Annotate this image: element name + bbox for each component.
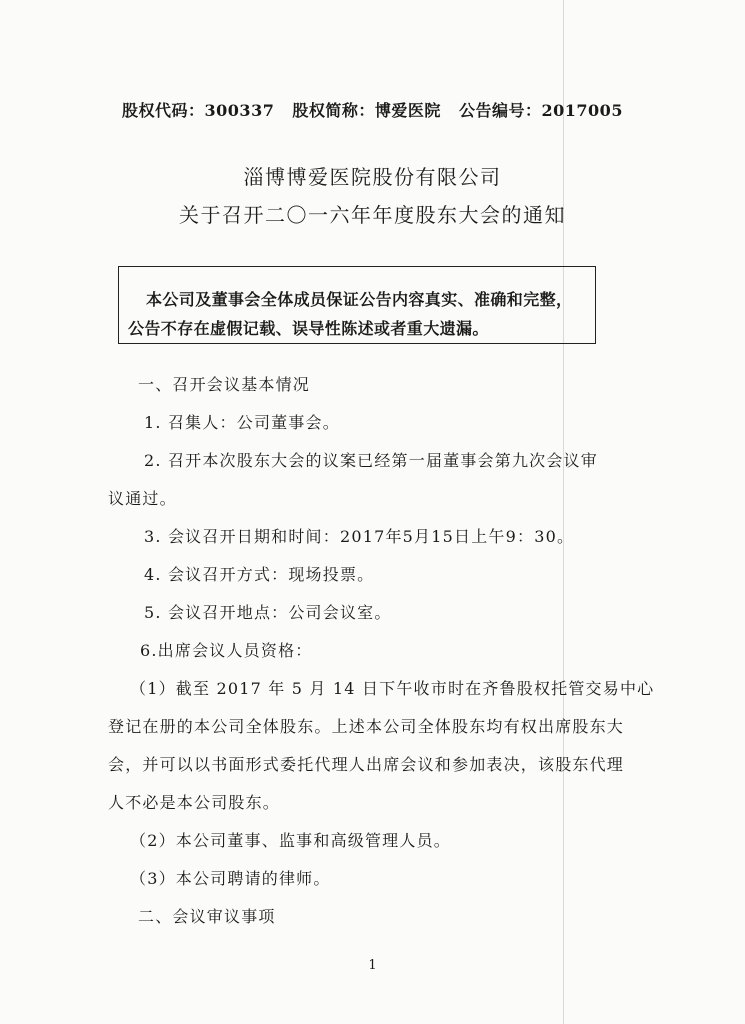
sub-2-officers: （2）本公司董事、监事和高级管理人员。	[130, 831, 451, 850]
section-2-heading: 二、会议审议事项	[138, 907, 276, 926]
company-name: 淄博博爱医院股份有限公司	[243, 165, 502, 189]
item-2-line-2: 议通过。	[108, 489, 177, 508]
item-6-eligibility: 6.出席会议人员资格：	[140, 641, 313, 660]
item-1-convener: 1. 召集人：公司董事会。	[144, 413, 340, 432]
sub-1-line-3: 会，并可以以书面形式委托代理人出席会议和参加表决，该股东代理	[108, 755, 625, 774]
section-1-heading: 一、召开会议基本情况	[138, 375, 311, 394]
announcement-number: 公告编号：2017005	[459, 101, 623, 120]
sub-1-line-2: 登记在册的本公司全体股东。上述本公司全体股东均有权出席股东大	[108, 717, 625, 736]
sub-1-line-1: （1）截至 2017 年 5 月 14 日下午收市时在齐鲁股权托管交易中心	[130, 679, 655, 698]
item-5-location: 5. 会议召开地点：公司会议室。	[144, 603, 392, 622]
announcement-header	[0, 98, 745, 121]
statement-line-2: 公告不存在虚假记载、误导性陈述或者重大遗漏。	[128, 319, 489, 338]
sub-3-lawyer: （3）本公司聘请的律师。	[130, 869, 331, 888]
item-4-method: 4. 会议召开方式：现场投票。	[144, 565, 375, 584]
page-number: 1	[368, 958, 377, 973]
statement-line-1: 本公司及董事会全体成员保证公告内容真实、准确和完整，	[146, 290, 573, 309]
sub-1-line-4: 人不必是本公司股东。	[108, 793, 281, 812]
item-3-date-time: 3. 会议召开日期和时间：2017年5月15日上午9：30。	[144, 527, 575, 546]
stock-code: 股权代码：300337	[122, 101, 275, 120]
page-fold-line	[563, 0, 564, 1024]
item-2-line-1: 2. 召开本次股东大会的议案已经第一届董事会第九次会议审	[144, 451, 598, 470]
notice-title: 关于召开二〇一六年年度股东大会的通知	[179, 203, 566, 227]
stock-name: 股权简称：博爱医院	[292, 101, 441, 120]
